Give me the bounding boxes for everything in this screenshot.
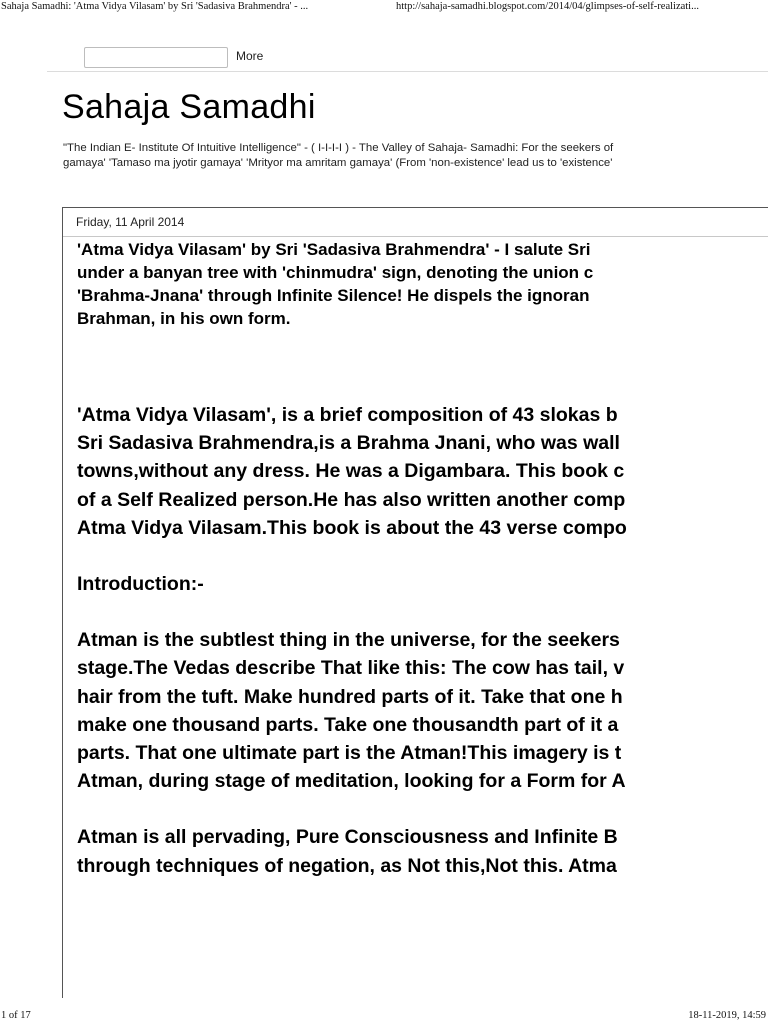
- search-input[interactable]: [84, 47, 228, 68]
- more-link[interactable]: More: [236, 49, 264, 63]
- post-title-line: 'Brahma-Jnana' through Infinite Silence! He dispels the ignoran: [77, 286, 590, 305]
- blog-description: [63, 141, 768, 171]
- post-line: Atman, during stage of meditation, looking for a Form for A: [77, 770, 626, 793]
- post-line: parts. That one ultimate part is the Atman!This imagery is t: [77, 742, 622, 765]
- date-divider: [63, 236, 768, 237]
- post-paragraph: [77, 401, 768, 542]
- print-header: [0, 0, 768, 16]
- print-footer: [0, 1010, 768, 1024]
- print-page-title: Sahaja Samadhi: 'Atma Vidya Vilasam' by Sri 'Sadasiva Brahmendra' - ...: [1, 1, 309, 12]
- post-line: 'Atma Vidya Vilasam', is a brief composition of 43 slokas b: [77, 404, 618, 426]
- print-page-url: http://sahaja-samadhi.blogspot.com/2014/04/glimpses-of-self-realizati...: [396, 1, 699, 12]
- blog-description-line: gamaya' 'Tamaso ma jyotir gamaya' 'Mrityor ma amritam gamaya' (From 'non-existence' lead us to 'existence': [63, 157, 613, 169]
- post-paragraph: [77, 823, 768, 879]
- page-count: 1 of 17: [1, 1010, 31, 1021]
- post-body: [77, 401, 768, 908]
- header-divider: [47, 71, 768, 72]
- blog-title[interactable]: Sahaja Samadhi: [62, 88, 316, 126]
- post-line: Atman is all pervading, Pure Consciousness and Infinite B: [77, 826, 618, 849]
- post-line: towns,without any dress. He was a Digambara. This book c: [77, 460, 625, 483]
- post-line: hair from the tuft. Make hundred parts of it. Take that one h: [77, 685, 623, 708]
- post-paragraph: [77, 626, 768, 795]
- post-title-line: under a banyan tree with 'chinmudra' sign, denoting the union c: [77, 263, 594, 282]
- post-line: Atman is the subtlest thing in the universe, for the seekers: [77, 629, 620, 652]
- post-line: make one thousand parts. Take one thousandth part of it a: [77, 713, 619, 736]
- post-title[interactable]: [77, 238, 768, 330]
- section-heading: Introduction:-: [77, 573, 204, 596]
- print-datetime: 18-11-2019, 14:59: [688, 1010, 766, 1021]
- post-line: Sri Sadasiva Brahmendra,is a Brahma Jnani, who was wall: [77, 432, 620, 455]
- post-title-line: Brahman, in his own form.: [77, 309, 291, 328]
- post-container: [62, 207, 768, 998]
- post-date: Friday, 11 April 2014: [76, 215, 185, 229]
- post-line: stage.The Vedas describe That like this: The cow has tail, v: [77, 657, 625, 680]
- post-line: of a Self Realized person.He has also written another comp: [77, 488, 626, 511]
- post-line: Atma Vidya Vilasam.This book is about the 43 verse compo: [77, 516, 627, 539]
- post-title-line: 'Atma Vidya Vilasam' by Sri 'Sadasiva Brahmendra' - I salute Sri: [77, 240, 591, 259]
- blog-description-line: "The Indian E- Institute Of Intuitive Intelligence" - ( I-I-I-I ) - The Valley of Sahaja- Samadhi: For the seekers of: [63, 142, 614, 154]
- post-line: through techniques of negation, as Not this,Not this. Atma: [77, 854, 617, 877]
